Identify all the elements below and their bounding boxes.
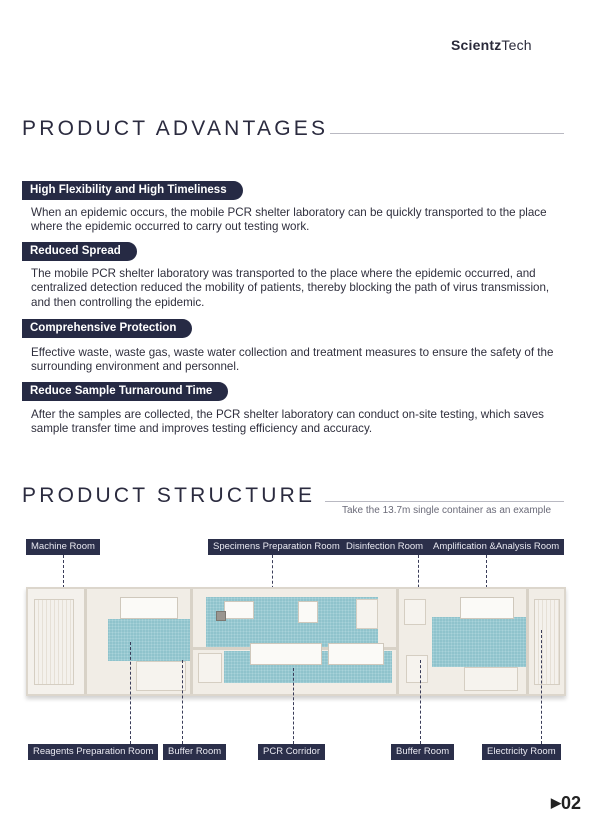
bench [460,597,514,619]
label-disinfection-room: Disinfection Room [341,539,428,555]
cabinet [356,599,378,629]
advantage-text-3: Effective waste, waste gas, waste water collection and treatment measures to ensure the safety of the surrounding environment and personnel. [31,346,554,374]
advantages-title: PRODUCT ADVANTAGES [22,117,329,140]
cabinet [464,667,518,691]
bench [328,643,384,665]
advantage-heading-4: Reduce Sample Turnaround Time [22,382,228,401]
leader-buffer-room-1 [182,660,183,744]
advantage-heading-1: High Flexibility and High Timeliness [22,181,243,200]
label-reagents-preparation-room: Reagents Preparation Room [28,744,158,760]
brand-light: Tech [501,37,532,53]
advantages-title-rule [330,133,564,134]
advantage-heading-2: Reduced Spread [22,242,137,261]
advantage-text-2: The mobile PCR shelter laboratory was transported to the place where the epidemic occurred, and centralized detection reduced the mobility of patients, thereby blocking the path of virus transmission, and then controlling the epidemic. [31,267,550,309]
page-number-value: 02 [561,793,582,813]
page-number [551,793,581,814]
wall [396,589,399,694]
structure-title-rule [325,501,564,502]
label-specimens-preparation-room: Specimens Preparation Room [208,539,345,555]
advantage-heading-3: Comprehensive Protection [22,319,192,338]
brand-bold: Scientz [451,37,502,53]
machine-unit [34,599,74,685]
buffer-room-1-fixture [198,653,222,683]
play-arrow-icon: ▶ [551,795,561,810]
brand-logo [451,37,532,53]
wall [526,589,529,694]
cabinet [136,661,186,691]
leader-electricity-room [541,630,542,744]
leader-buffer-room-2 [420,660,421,744]
leader-reagents-room [130,642,131,744]
label-pcr-corridor: PCR Corridor [258,744,325,760]
structure-subtitle: Take the 13.7m single container as an example [342,505,552,516]
label-machine-room: Machine Room [26,539,100,555]
advantage-text-4: After the samples are collected, the PCR shelter laboratory can conduct on-site testing, which saves sample transfer time and improves testing efficiency and accuracy. [31,408,544,436]
bench [250,643,322,665]
wall [190,589,193,694]
structure-title: PRODUCT STRUCTURE [22,484,316,507]
label-buffer-room-1: Buffer Room [163,744,226,760]
advantage-text-1: When an epidemic occurs, the mobile PCR shelter laboratory can be quickly transported to the place where the epidemic occurred to carry out testing work. [31,206,547,234]
amplification-room-floor [432,617,526,667]
disinfection-fixture [404,599,426,625]
instrument [216,611,226,621]
label-amplification-analysis-room: Amplification &Analysis Room [428,539,564,555]
leader-pcr-corridor [293,668,294,744]
bench [120,597,178,619]
label-buffer-room-2: Buffer Room [391,744,454,760]
label-electricity-room: Electricity Room [482,744,561,760]
wall [84,589,87,694]
electric-cabinet [534,599,560,685]
floor-plan [26,587,566,696]
bench [224,601,254,619]
reagents-room-floor [108,619,190,661]
buffer-room-2-fixture [406,655,428,683]
bench [298,601,318,623]
